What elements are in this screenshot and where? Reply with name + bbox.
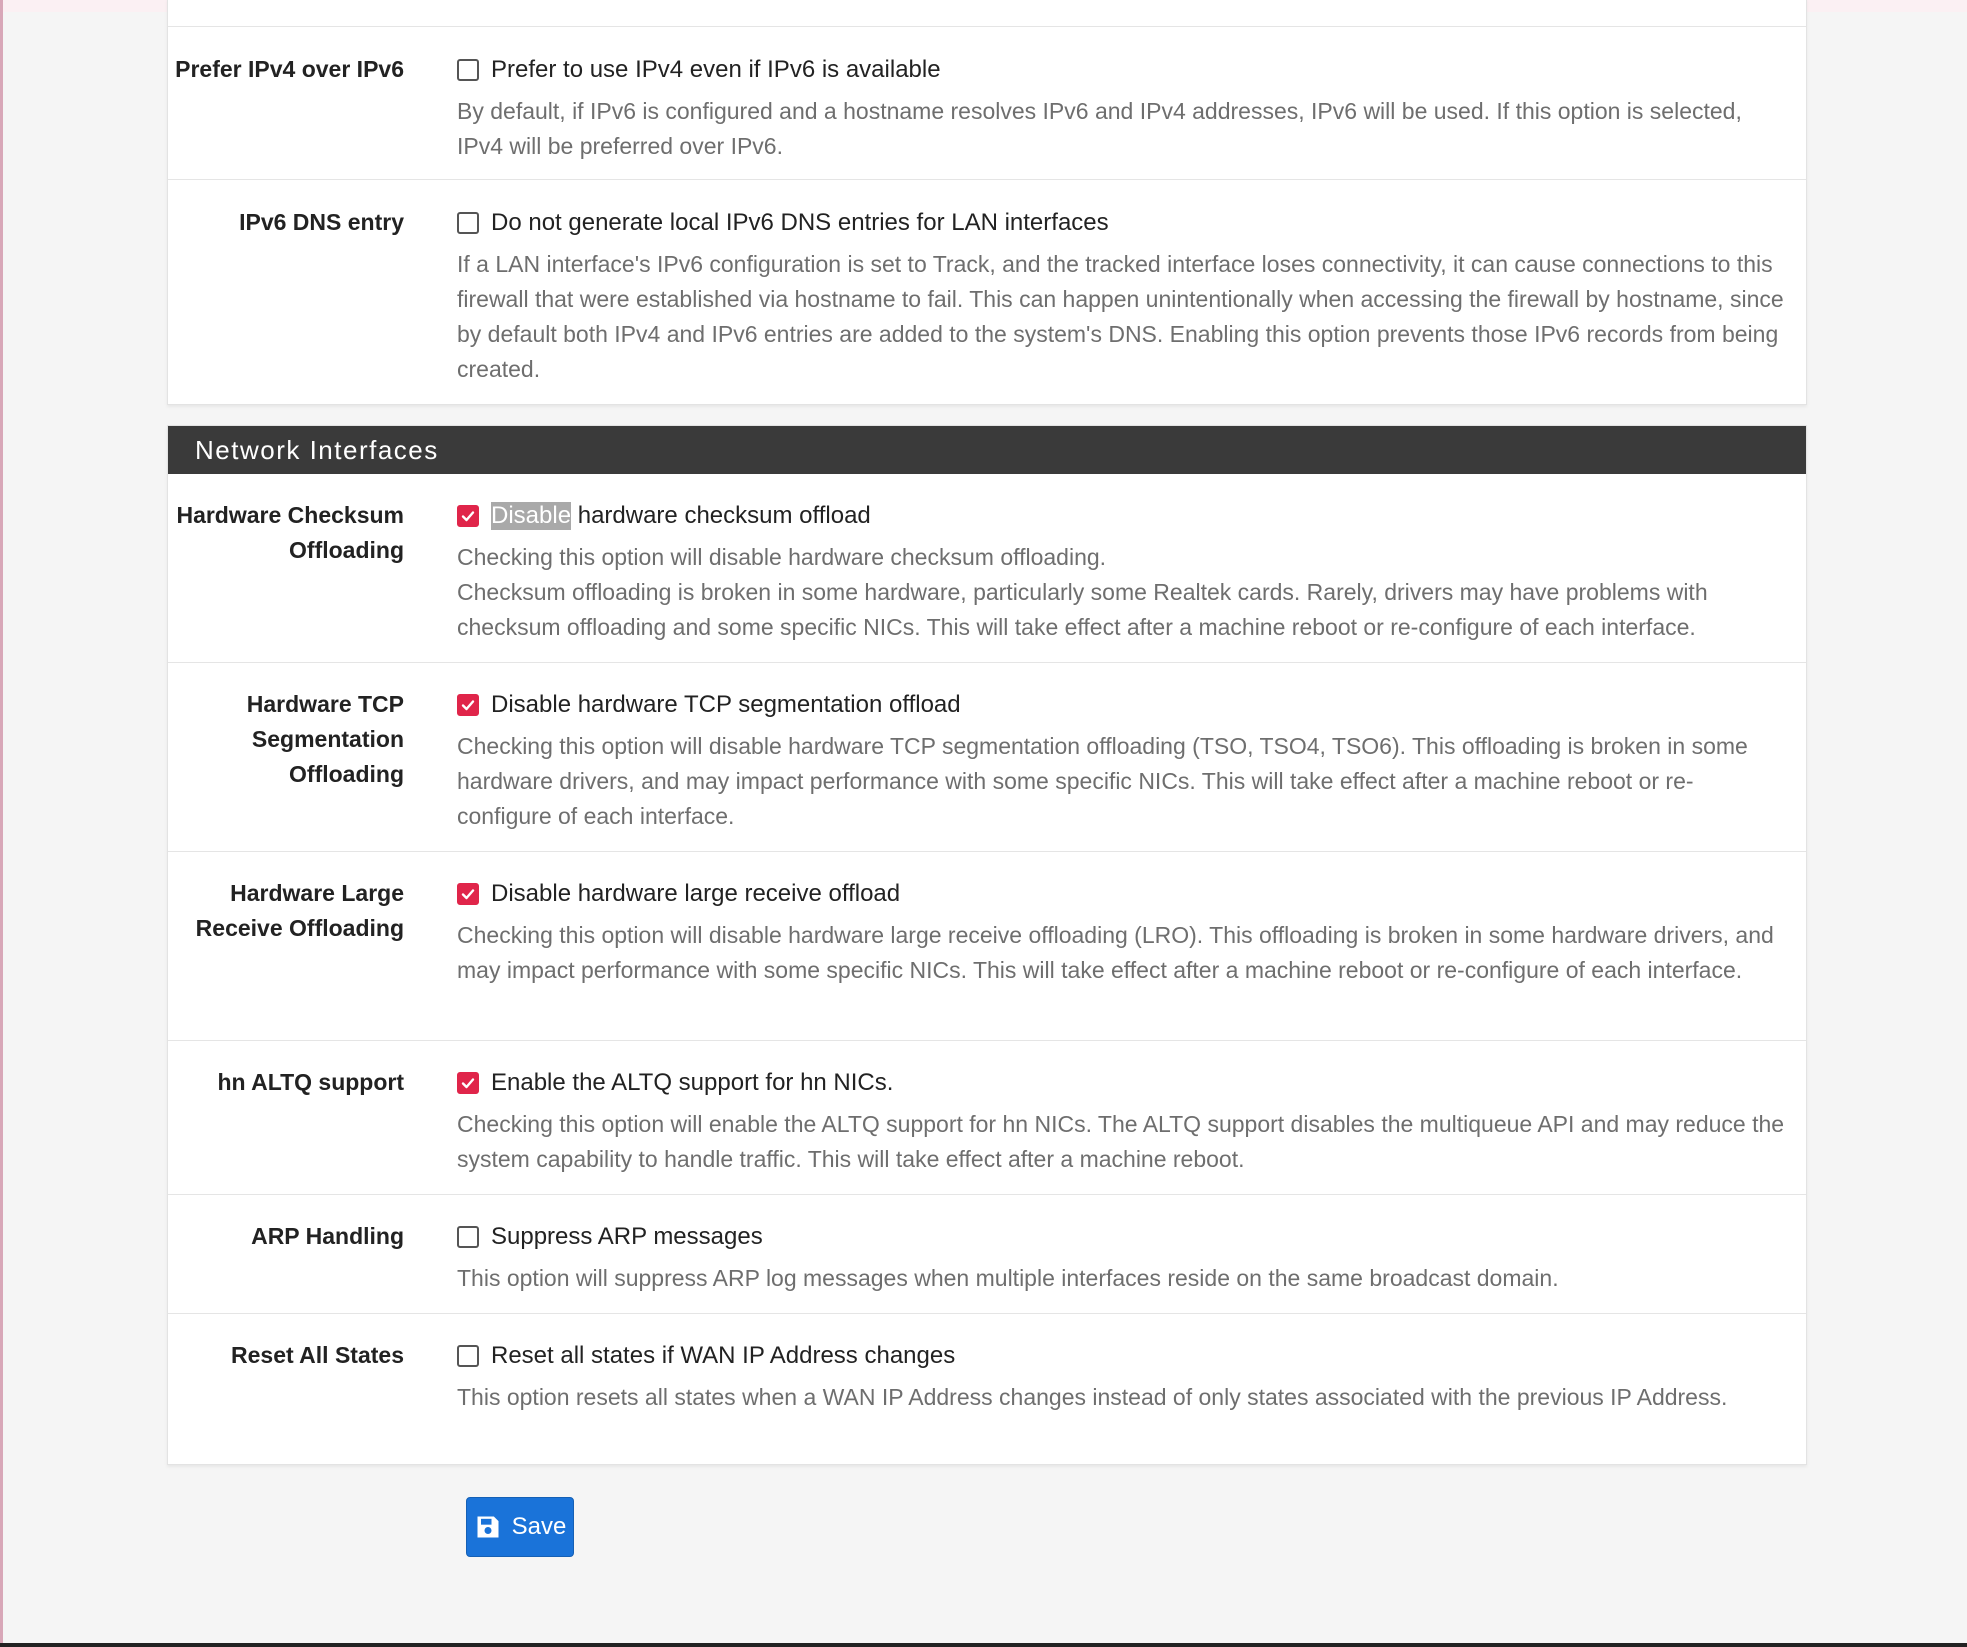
hw-lro-checkbox[interactable]	[457, 883, 479, 905]
save-button[interactable]	[466, 1497, 574, 1557]
help-text: Checking this option will disable hardware large receive offloading (LRO). This offloading is broken in some hardware drivers, and may impact performance with some specific NICs. This will take effect after a machine reboot or re-configure of each interface.	[457, 922, 1774, 983]
ipv6-dns-checkbox[interactable]	[457, 212, 479, 234]
row-hardware-tcp-segmentation	[168, 663, 1806, 852]
row-content	[457, 1338, 1788, 1415]
checkbox-label: Reset all states if WAN IP Address changes	[491, 1341, 956, 1369]
save-button-label: Save	[511, 1513, 567, 1540]
hw-lro-checkbox-line[interactable]	[457, 876, 1788, 911]
panel-heading: Network Interfaces	[168, 426, 1806, 474]
checkmark-icon	[460, 508, 476, 524]
reset-states-checkbox-line[interactable]	[457, 1338, 1788, 1373]
hw-checksum-checkbox[interactable]	[457, 505, 479, 527]
help-line-1: Checking this option will disable hardware checksum offloading.	[457, 544, 1107, 570]
panel-top-divider	[168, 0, 1806, 27]
checkmark-icon	[460, 697, 476, 713]
network-interfaces-panel	[167, 425, 1807, 1465]
checkbox-label: Disable hardware TCP segmentation offload	[491, 690, 961, 718]
help-text	[457, 540, 1788, 645]
row-label: Prefer IPv4 over IPv6	[175, 56, 404, 82]
help-text: Checking this option will disable hardware TCP segmentation offloading (TSO, TSO4, TSO6). This offloading is broken in some hardware drivers, and may impact performance with some specific NICs. This will take effect after a machine reboot or re-configure of each interface.	[457, 733, 1748, 829]
row-content	[457, 1219, 1788, 1296]
arp-checkbox[interactable]	[457, 1226, 479, 1248]
row-content	[457, 52, 1788, 164]
hn-altq-checkbox[interactable]	[457, 1072, 479, 1094]
help-text: By default, if IPv6 is configured and a hostname resolves IPv6 and IPv4 addresses, IPv6 will be used. If this option is selected, IPv4 will be preferred over IPv6.	[457, 98, 1742, 159]
row-label: Hardware TCP Segmentation Offloading	[246, 691, 404, 787]
row-label: IPv6 DNS entry	[239, 209, 404, 235]
checkbox-label: Disable hardware large receive offload	[491, 879, 901, 907]
row-hardware-checksum	[168, 474, 1806, 663]
checkbox-label: hardware checksum offload	[571, 501, 871, 529]
selected-text-highlight: Disable	[491, 501, 572, 529]
help-text: If a LAN interface's IPv6 configuration is set to Track, and the tracked interface loses connectivity, it can cause connections to this firewall that were established via hostname to fail. This can happen unintentionally when accessing the firewall by hostname, since by default both IPv4 and IPv6 entries are added to the system's DNS. Enabling this option prevents those IPv6 records from being created.	[457, 251, 1784, 382]
advanced-networking-panel	[167, 0, 1807, 405]
row-reset-all-states	[168, 1314, 1806, 1464]
hw-tso-checkbox[interactable]	[457, 694, 479, 716]
row-ipv6-dns-entry	[168, 180, 1806, 404]
checkbox-label: Enable the ALTQ support for hn NICs.	[491, 1068, 894, 1096]
hw-checksum-checkbox-line[interactable]	[457, 498, 1788, 533]
prefer-ipv4-checkbox[interactable]	[457, 59, 479, 81]
checkmark-icon	[460, 886, 476, 902]
checkbox-label: Prefer to use IPv4 even if IPv6 is available	[491, 55, 941, 83]
row-label: ARP Handling	[251, 1223, 404, 1249]
row-label: Hardware Checksum Offloading	[176, 502, 404, 563]
hn-altq-checkbox-line[interactable]	[457, 1065, 1788, 1100]
row-content	[457, 687, 1788, 834]
row-hn-altq	[168, 1041, 1806, 1195]
row-hardware-lro	[168, 852, 1806, 1041]
window-left-edge	[0, 0, 3, 1647]
row-label: Hardware Large Receive Offloading	[195, 880, 404, 941]
prefer-ipv4-checkbox-line[interactable]	[457, 52, 1788, 87]
help-text: This option will suppress ARP log messages when multiple interfaces reside on the same broadcast domain.	[457, 1265, 1559, 1291]
help-text: This option resets all states when a WAN IP Address changes instead of only states associated with the previous IP Address.	[457, 1384, 1728, 1410]
row-content	[457, 876, 1788, 988]
row-prefer-ipv4	[168, 27, 1806, 180]
ipv6-dns-checkbox-line[interactable]	[457, 205, 1788, 240]
row-content	[457, 498, 1788, 645]
row-label: Reset All States	[231, 1342, 404, 1368]
help-line-2: Checksum offloading is broken in some hardware, particularly some Realtek cards. Rarely, drivers may have problems with checksum offloading and some specific NICs. This will take effect after a machine reboot or re-configure of each interface.	[457, 579, 1708, 640]
help-text: Checking this option will enable the ALTQ support for hn NICs. The ALTQ support disables the multiqueue API and may reduce the system capability to handle traffic. This will take effect after a machine reboot.	[457, 1111, 1785, 1172]
window-bottom-edge	[0, 1643, 1967, 1647]
reset-states-checkbox[interactable]	[457, 1345, 479, 1367]
row-content	[457, 205, 1788, 387]
hw-tso-checkbox-line[interactable]	[457, 687, 1788, 722]
checkmark-icon	[460, 1075, 476, 1091]
row-label: hn ALTQ support	[217, 1069, 404, 1095]
row-content	[457, 1065, 1788, 1177]
floppy-disk-icon	[474, 1513, 502, 1541]
checkbox-label: Do not generate local IPv6 DNS entries for LAN interfaces	[491, 208, 1109, 236]
checkbox-label: Suppress ARP messages	[491, 1222, 763, 1250]
row-arp-handling	[168, 1195, 1806, 1314]
arp-checkbox-line[interactable]	[457, 1219, 1788, 1254]
